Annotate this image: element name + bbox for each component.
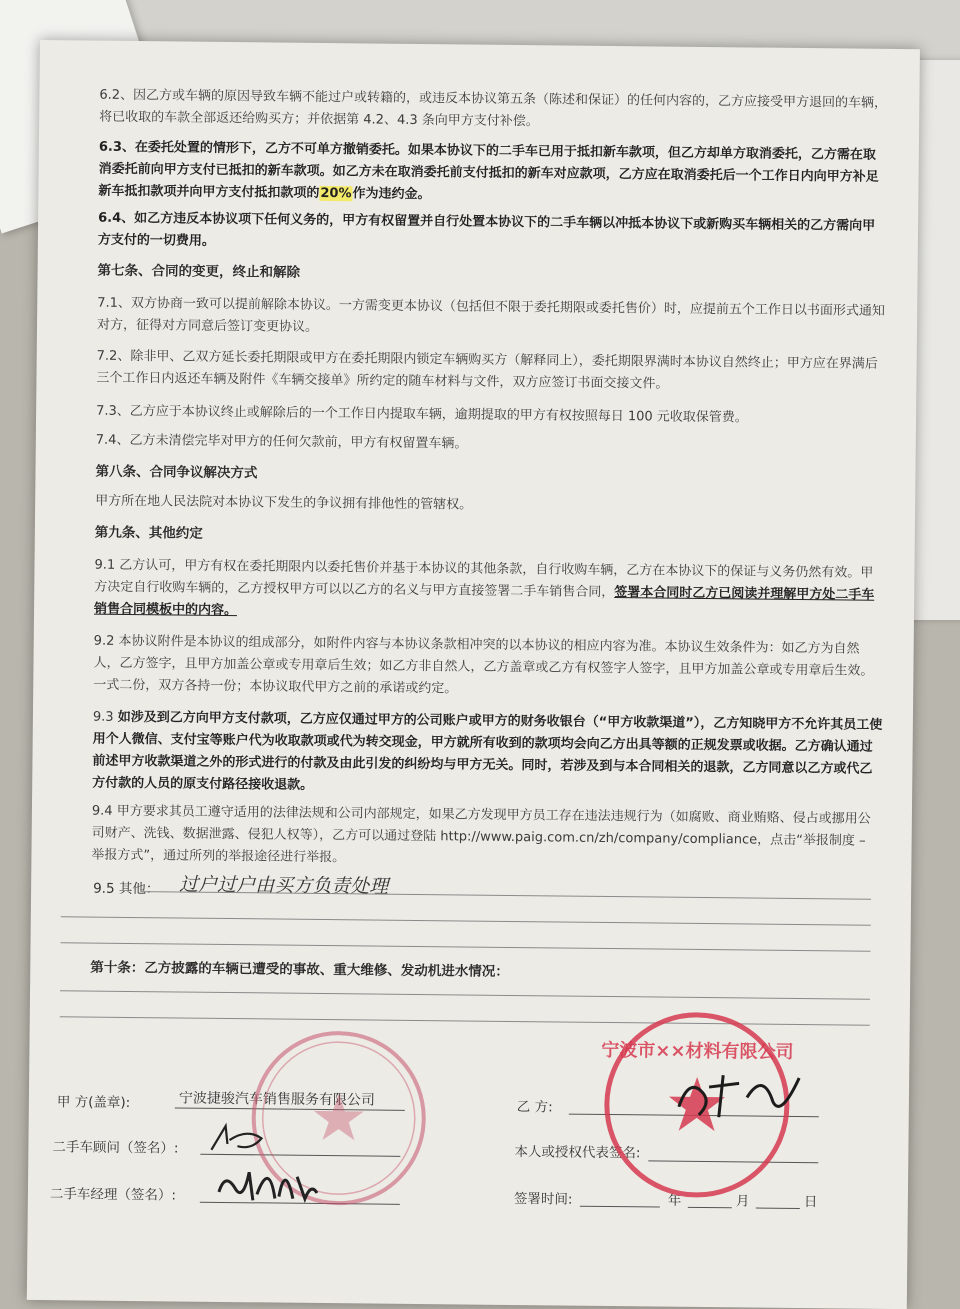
clause-9-1-bold: 签署本合同时乙方已阅读并理解甲方处二手车销售合同模板中的内容。 [93, 585, 875, 619]
clause-9-1 [94, 555, 885, 629]
penalty-percent: 20% [320, 185, 352, 202]
clause-9-4: 9.4 甲方要求其员工遵守适用的法律法规和公司内部规定，如果乙方发现甲方员工存在违法违规行为（如腐败、商业贿赂、侵占或挪用公司财产、洗钱、数据泄露、侵犯人权等），乙方可以通过登陆 http://www.paig.com.cn/zh/company/compliance，点击“举报制度 – 举报方式”，通过所列的举报途径进行举报。 [91, 803, 871, 866]
month-line [688, 1207, 732, 1208]
clause-6-3-end: 作为违约金。 [352, 186, 431, 203]
date-label: 签署时间: [513, 1191, 573, 1208]
party-b-label: 乙 方: [516, 1099, 553, 1116]
rule-line [61, 942, 871, 951]
clause-7-3: 7.3、乙方应于本协议终止或解除后的一个工作日内提取车辆，逾期提取的甲方有权按照每日 100 元收取保管费。 [96, 403, 748, 426]
consultant-label: 二手车顾问（签名）: [52, 1139, 179, 1157]
month-label: 月 [735, 1193, 750, 1210]
party-a-label: 甲 方(盖章): [56, 1094, 131, 1112]
clause-8: 甲方所在地人民法院对本协议下发生的争议拥有排他性的管辖权。 [95, 493, 473, 513]
clause-9-5-handwriting: 过户过户由买方负责处理 [179, 873, 389, 898]
clause-6-3 [98, 137, 889, 211]
clause-9-2: 9.2 本协议附件是本协议的组成部分，如附件内容与本协议条款相冲突的以本协议的相应内容为准。本协议生效条件为：如乙方为自然人，乙方签字，且甲方加盖公章或专用章后生效；如乙方非自然人，乙方盖章或乙方有权签字人签字，且甲方加盖公章或专用章后生效。一式二份，双方各持一份；本协议取代甲方之前的承诺或约定。 [93, 633, 874, 697]
party-b-stamp-text: 宁波市××材料有限公司 [601, 1039, 794, 1063]
article-10-heading: 第十条：乙方披露的车辆已遭受的事故、重大维修、发动机进水情况： [90, 959, 509, 980]
party-a-name: 宁波捷骏汽车销售服务有限公司 [178, 1090, 375, 1109]
clause-9-3 [92, 707, 883, 803]
clause-9-3-text: 如涉及到乙方向甲方支付款项，乙方应仅通过甲方的公司账户或甲方的财务收银台（“甲方收款渠道”），乙方知晓甲方不允许其员工使用个人微信、支付宝等账户代为收取款项或代为转交现金，甲方就所有收到的款项均会向乙方出具等额的正规发票或收据。乙方确认通过前述甲方收款渠道之外的形式进行的付款及由此引发的纠纷均与甲方无关。同时，若涉及到与本合同相关的退款，乙方同意以乙方或代乙方付款的人员的原支付路径接收退款。 [92, 709, 883, 793]
clause-9-1-text: 9.1 乙方认可，甲方有权在委托期限内以委托售价并基于本协议的其他条款，自行收购车辆，乙方在本协议下的保证与义务仍然有效。甲方决定自行收购车辆的，乙方授权甲方可以以乙方的名义与甲方直接签署二手车销售合同， [94, 557, 874, 601]
manager-signature [213, 1152, 324, 1213]
clause-6-2: 6.2、因乙方或车辆的原因导致车辆不能过户或转籍的，或违反本协议第五条（陈述和保证）的任何内容的，乙方应接受甲方退回的车辆，将已收取的车款全部返还给购买方；并依据第 4.2、4.3 条向甲方支付补偿。 [99, 87, 888, 130]
clause-6-3-text: 6.3、在委托处置的情形下，乙方不可单方撤销委托。如果本协议下的二手车已用于抵扣新车款项，但乙方却单方取消委托，乙方需在取消委托前向甲方支付已抵扣的新车款项。如乙方未在取消委托前支付抵扣的新车对应款项，乙方应在取消委托后一个工作日内向甲方补足新车抵扣款项并向甲方支付抵扣款项的 [98, 139, 879, 201]
year-label: 年 [667, 1192, 682, 1209]
article-9-heading: 第九条、其他约定 [94, 524, 203, 542]
rep-signature-label: 本人或授权代表签名: [514, 1144, 641, 1162]
rule-line [60, 990, 870, 999]
clause-9-5-label: 9.5 其他： [93, 880, 160, 898]
party-b-signature [669, 1057, 810, 1128]
day-label: 日 [803, 1194, 818, 1211]
clause-6-4: 6.4、如乙方违反本协议项下任何义务的，甲方有权留置并自行处置本协议下的二手车辆以冲抵本协议下或新购买车辆相关的乙方需向甲方支付的一切费用。 [97, 210, 876, 249]
manager-label: 二手车经理（签名）: [49, 1186, 177, 1204]
article-8-heading: 第八条、合同争议解决方式 [95, 463, 258, 482]
clause-7-1: 7.1、双方协商一致可以提前解除本协议。一方需变更本协议（包括但不限于委托期限或委托售价）时，应提前五个工作日以书面形式通知对方，征得对方同意后签订变更协议。 [96, 295, 885, 335]
year-line [580, 1206, 660, 1208]
clause-7-2: 7.2、除非甲、乙双方延长委托期限或甲方在委托期限内锁定车辆购买方（解释同上），委托期限界满时本协议自然终止；甲方应在界满后三个工作日内返还车辆及附件《车辆交接单》所约定的随车材料与文件，双方应签订书面交接文件。 [96, 348, 878, 392]
article-7-heading: 第七条、合同的变更，终止和解除 [97, 262, 301, 281]
clause-9-3-number: 9.3 [92, 709, 114, 725]
contract-page [27, 40, 920, 1309]
rule-line [61, 916, 871, 925]
day-line [756, 1208, 800, 1209]
clause-7-4: 7.4、乙方未清偿完毕对甲方的任何欠款前，甲方有权留置车辆。 [95, 432, 468, 452]
